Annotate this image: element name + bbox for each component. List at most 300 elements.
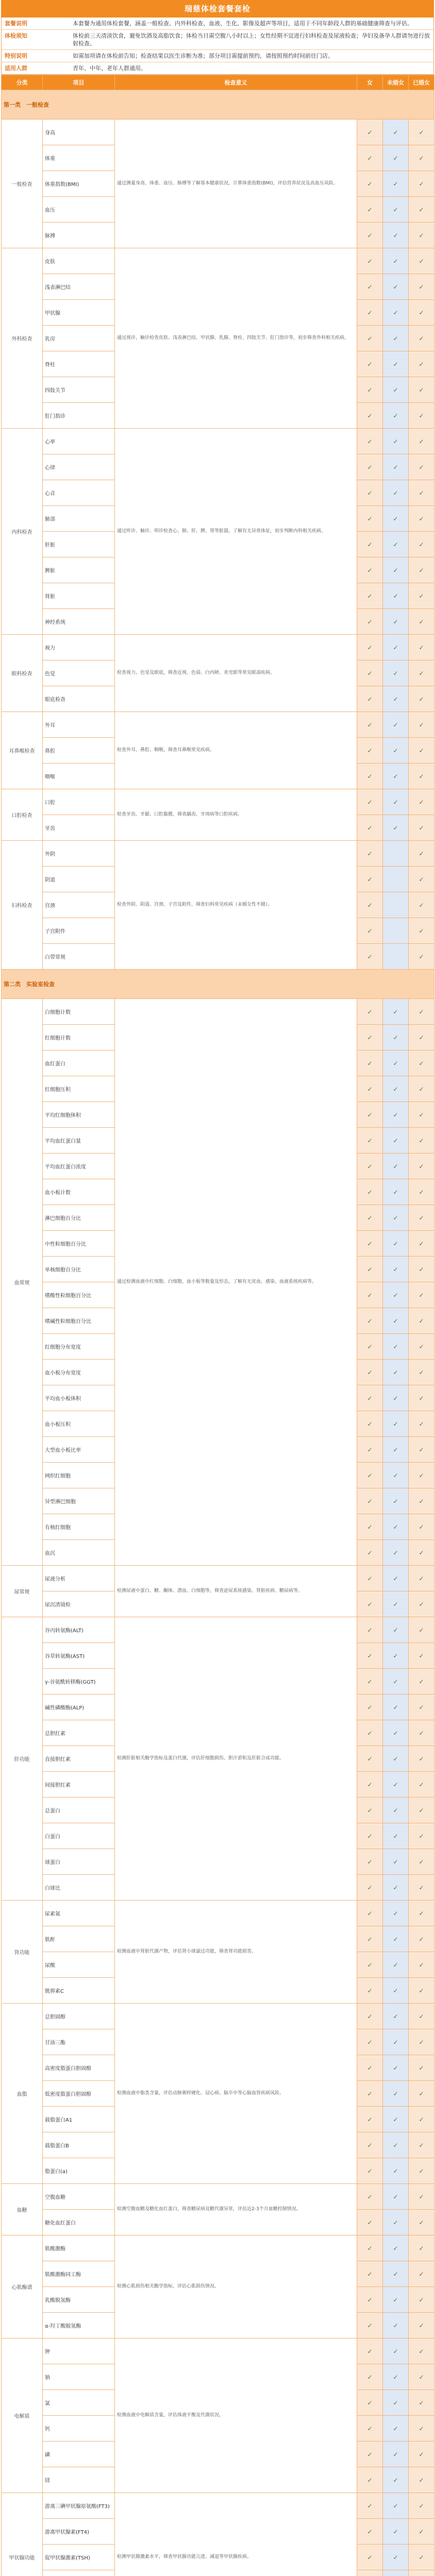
item-cell: γ-谷氨酰转移酶(GGT) [43,1669,115,1694]
check-icon: ✓ [367,875,373,883]
description-cell: 检测心肌损伤相关酶学指标，评估心肌损伤情况。 [115,2235,357,2338]
check-icon: ✓ [367,412,373,419]
check-icon: ✓ [393,2321,398,2329]
include-cell [357,583,383,609]
check-icon: ✓ [419,283,424,291]
check-icon: ✓ [367,1085,373,1093]
item-cell: 尿酸 [43,1952,115,1978]
include-cell [357,1540,383,1566]
include-cell [383,2570,409,2576]
check-icon: ✓ [393,2476,398,2484]
include-cell [383,2081,409,2107]
include-cell [357,1179,383,1205]
item-cell: 载脂蛋白B [43,2132,115,2158]
include-cell [383,454,409,480]
item-cell: 大型血小板比率 [43,1437,115,1463]
include-cell [357,1952,383,1978]
include-cell [357,712,383,738]
include-cell [357,326,383,351]
table-row [2,789,434,815]
check-icon: ✓ [419,2296,424,2303]
check-icon: ✓ [419,1008,424,1015]
include-cell [409,2545,434,2570]
description-cell: 检测甲状腺激素水平，筛查甲状腺功能亢进、减退等甲状腺疾病。 [115,2493,357,2576]
item-cell: 谷丙转氨酶(ALT) [43,1617,115,1643]
check-icon: ✓ [367,1832,373,1840]
check-icon: ✓ [367,1523,373,1531]
item-cell: 宫颈 [43,892,115,918]
category-cell: 耳鼻喉检查 [2,712,43,789]
description-cell: 检测血液中电解质含量，评估体液平衡及代谢状况。 [115,2338,357,2493]
include-cell [409,2055,434,2081]
include-cell [383,2235,409,2261]
check-icon: ✓ [419,1729,424,1737]
check-icon: ✓ [419,850,424,857]
check-icon: ✓ [393,2115,398,2123]
check-icon: ✓ [393,1574,398,1582]
check-icon: ✓ [367,360,373,368]
check-icon: ✓ [419,1574,424,1582]
info-row [2,30,433,50]
category-cell: 血常规 [2,999,43,1566]
item-cell: 鼻腔 [43,738,115,764]
include-cell [383,2442,409,2467]
item-cell: 钾 [43,2338,115,2364]
check-icon: ✓ [367,2321,373,2329]
include-cell [357,2467,383,2493]
info-text: 青年、中年、老年人群通用。 [73,65,146,72]
include-cell [383,2545,409,2570]
include-cell [383,686,409,712]
category-cell: 电解质 [2,2338,43,2493]
item-cell: 谷草转氨酶(AST) [43,1643,115,1669]
item-cell: 体重 [43,145,115,171]
include-cell [357,2545,383,2570]
include-cell [383,1591,409,1617]
include-cell [409,1488,434,1514]
include-cell [409,2235,434,2261]
check-icon: ✓ [419,1909,424,1917]
include-cell [383,918,409,944]
check-icon: ✓ [393,669,398,677]
check-icon: ✓ [419,2321,424,2329]
check-icon: ✓ [419,386,424,394]
check-icon: ✓ [393,1137,398,1144]
include-cell [383,1952,409,1978]
info-text: 体检前三天清淡饮食，避免饮酒及高脂饮食；体检当日需空腹八小时以上；女性经期不宜进行妇科检查及尿液检查；孕妇及备孕人群请勿进行放射检查。 [73,32,430,47]
check-icon: ✓ [367,953,373,960]
check-icon: ✓ [393,1420,398,1428]
include-cell [357,2364,383,2390]
include-cell [409,377,434,403]
include-cell [357,1849,383,1875]
check-icon: ✓ [367,772,373,780]
include-cell [357,944,383,970]
check-icon: ✓ [419,1600,424,1608]
check-icon: ✓ [419,128,424,136]
category-cell: 尿常规 [2,1566,43,1617]
check-icon: ✓ [419,1781,424,1788]
check-icon: ✓ [367,901,373,909]
include-cell [357,609,383,635]
include-cell [383,2519,409,2545]
check-icon: ✓ [419,1446,424,1453]
include-cell [383,2313,409,2338]
description-cell: 检测尿液中蛋白、糖、酮体、潜血、白细胞等，筛查泌尿系统感染、肾脏疾病、糖尿病等。 [115,1566,357,1617]
check-icon: ✓ [393,1626,398,1634]
table-row [2,712,434,738]
check-icon: ✓ [367,1987,373,1994]
check-icon: ✓ [393,1858,398,1866]
include-cell [357,1823,383,1849]
check-icon: ✓ [393,1935,398,1943]
item-cell: 肾脏 [43,583,115,609]
check-icon: ✓ [367,2064,373,2072]
include-cell [409,557,434,583]
check-icon: ✓ [393,2296,398,2303]
check-icon: ✓ [367,1291,373,1299]
include-cell [383,1798,409,1823]
include-cell [357,274,383,300]
description-cell: 检测血液中肾脏代谢产物，评估肾小球滤过功能，筛查肾功能损害。 [115,1901,357,2004]
check-icon: ✓ [419,566,424,574]
check-icon: ✓ [419,309,424,316]
category-cell: 眼科检查 [2,635,43,712]
include-cell [409,867,434,892]
include-cell [383,120,409,145]
check-icon: ✓ [393,283,398,291]
include-cell [383,351,409,377]
check-icon: ✓ [419,1059,424,1067]
item-cell: 红细胞分布宽度 [43,1334,115,1360]
check-icon: ✓ [393,2167,398,2175]
include-cell [409,1025,434,1050]
description-cell: 检查外耳、鼻腔、咽喉，筛查耳鼻喉常见疾病。 [115,712,357,789]
item-cell: 异型淋巴细胞 [43,1488,115,1514]
item-cell: 神经系统 [43,609,115,635]
include-cell [383,1540,409,1566]
check-icon: ✓ [393,2141,398,2149]
item-cell: 心音 [43,480,115,506]
check-icon: ✓ [419,695,424,703]
check-icon: ✓ [393,747,398,754]
include-cell [409,1514,434,1540]
check-icon: ✓ [419,1471,424,1479]
check-icon: ✓ [367,1214,373,1222]
item-cell: 低密度脂蛋白胆固醇 [43,2081,115,2107]
include-cell [357,2493,383,2519]
check-icon: ✓ [419,643,424,651]
check-icon: ✓ [367,489,373,497]
info-row [2,18,433,30]
check-icon: ✓ [393,592,398,600]
include-cell [409,2364,434,2390]
header-married-female: 已婚女 [409,75,434,90]
page-title: 瑞慈体检套餐套检 [1,0,434,18]
item-cell: 直接胆红素 [43,1746,115,1772]
category-cell: 血糖 [2,2184,43,2235]
check-icon: ✓ [419,2141,424,2149]
item-cell: 磷 [43,2442,115,2467]
include-cell [357,2416,383,2442]
include-cell [409,403,434,429]
include-cell [357,1437,383,1463]
check-icon: ✓ [419,1291,424,1299]
item-cell: 有核红细胞 [43,1514,115,1540]
include-cell [357,2081,383,2107]
include-cell [383,2416,409,2442]
include-cell [383,557,409,583]
check-icon: ✓ [367,2090,373,2097]
check-icon: ✓ [367,2115,373,2123]
check-icon: ✓ [393,1523,398,1531]
check-icon: ✓ [419,1033,424,1041]
check-icon: ✓ [393,1111,398,1118]
check-icon: ✓ [393,515,398,522]
include-cell [383,274,409,300]
include-cell [383,660,409,686]
include-cell [409,1823,434,1849]
table-row [2,841,434,867]
check-icon: ✓ [393,1059,398,1067]
include-cell [357,1360,383,1385]
include-cell [357,789,383,815]
check-icon: ✓ [393,1884,398,1891]
check-icon: ✓ [393,1394,398,1402]
include-cell [357,660,383,686]
check-icon: ✓ [367,180,373,188]
include-cell [409,1154,434,1179]
include-cell [357,1566,383,1591]
item-cell: 乳酸脱氢酶 [43,2287,115,2313]
include-cell [357,1128,383,1154]
item-cell: 尿液分析 [43,1566,115,1591]
include-cell [383,429,409,454]
check-icon: ✓ [393,412,398,419]
check-icon: ✓ [419,540,424,548]
include-cell [357,1411,383,1437]
include-cell [357,120,383,145]
include-cell [357,1875,383,1901]
check-icon: ✓ [367,2038,373,2046]
include-cell [409,1875,434,1901]
item-cell: 脊柱 [43,351,115,377]
include-cell [383,1334,409,1360]
check-icon: ✓ [367,1677,373,1685]
include-cell [383,815,409,841]
item-cell: 平均血红蛋白量 [43,1128,115,1154]
check-icon: ✓ [419,953,424,960]
check-icon: ✓ [367,2193,373,2200]
include-cell [357,532,383,557]
include-cell [357,2029,383,2055]
include-cell [409,1385,434,1411]
include-cell [409,2029,434,2055]
item-cell: 红细胞计数 [43,1025,115,1050]
check-icon: ✓ [367,643,373,651]
description-cell: 检测血液中脂类含量，评估动脉粥样硬化、冠心病、脑卒中等心脑血管疾病风险。 [115,2004,357,2184]
item-cell: 肌酸激酶 [43,2235,115,2261]
check-icon: ✓ [367,2476,373,2484]
check-icon: ✓ [393,618,398,625]
check-icon: ✓ [419,1626,424,1634]
include-cell [383,248,409,274]
check-icon: ✓ [419,2373,424,2381]
check-icon: ✓ [419,412,424,419]
check-icon: ✓ [393,643,398,651]
check-icon: ✓ [367,1162,373,1170]
check-icon: ✓ [419,2399,424,2406]
include-cell [409,1901,434,1926]
check-icon: ✓ [393,231,398,239]
check-icon: ✓ [367,2296,373,2303]
item-cell: 单核细胞百分比 [43,1257,115,1282]
include-cell [409,454,434,480]
include-cell [383,1875,409,1901]
item-cell: 镁 [43,2467,115,2493]
check-icon: ✓ [367,1755,373,1762]
description-cell: 检测肝脏相关酶学指标及蛋白代谢，评估肝细胞损伤、胆汁淤积及肝脏合成功能。 [115,1617,357,1901]
check-icon: ✓ [419,231,424,239]
item-cell: 空腹血糖 [43,2184,115,2210]
check-icon: ✓ [419,1652,424,1659]
include-cell [357,223,383,248]
description-cell: 通过视诊、触诊检查皮肤、浅表淋巴结、甲状腺、乳腺、脊柱、四肢关节、肛门指诊等，初步筛查外科相关疾病。 [115,248,357,429]
check-icon: ✓ [419,360,424,368]
item-cell: 中性粒细胞百分比 [43,1231,115,1257]
check-icon: ✓ [367,1008,373,1015]
table-row [2,635,434,660]
item-cell: 网织红细胞 [43,1463,115,1488]
include-cell [383,764,409,789]
include-cell [383,1772,409,1798]
include-cell [383,2493,409,2519]
check-icon: ✓ [367,2425,373,2432]
include-cell [357,2287,383,2313]
check-icon: ✓ [393,1961,398,1969]
check-icon: ✓ [393,1265,398,1273]
include-cell [409,686,434,712]
section-title: 第一类 一般检查 [2,90,434,120]
check-icon: ✓ [367,386,373,394]
check-icon: ✓ [367,1935,373,1943]
item-cell: 咽喉 [43,764,115,789]
check-icon: ✓ [393,1832,398,1840]
include-cell [357,2519,383,2545]
include-cell [383,1257,409,1282]
category-cell: 妇科检查 [2,841,43,970]
check-icon: ✓ [367,1317,373,1325]
include-cell [383,635,409,660]
table-row [2,120,434,145]
item-cell: 脂蛋白(a) [43,2158,115,2184]
header-category: 分类 [2,75,43,90]
include-cell [409,815,434,841]
include-cell [383,999,409,1025]
include-cell [383,2055,409,2081]
include-cell [357,2158,383,2184]
include-cell [357,1798,383,1823]
check-icon: ✓ [393,1162,398,1170]
include-cell [409,738,434,764]
check-icon: ✓ [393,2012,398,2020]
table-row [2,429,434,454]
include-cell [409,635,434,660]
item-cell: 球蛋白 [43,1849,115,1875]
item-cell: 氯 [43,2390,115,2416]
include-cell [357,1076,383,1102]
check-icon: ✓ [419,901,424,909]
include-cell [409,2313,434,2338]
check-icon: ✓ [367,1420,373,1428]
check-icon: ✓ [393,1343,398,1350]
item-cell: 淋巴细胞百分比 [43,1205,115,1231]
check-icon: ✓ [393,1446,398,1453]
include-cell [383,1926,409,1952]
check-icon: ✓ [419,2090,424,2097]
include-cell [383,1669,409,1694]
check-icon: ✓ [393,180,398,188]
description-cell: 通过听诊、触诊、叩诊检查心、肺、肝、脾、肾等脏器，了解有无异常体征，初步判断内科相关疾病。 [115,429,357,635]
check-icon: ✓ [393,1755,398,1762]
item-cell: 体重指数(BMI) [43,171,115,197]
check-icon: ✓ [393,1188,398,1196]
info-text: 如需加项请在体检前告知；检查结果以医生诊断为准；部分项目需提前预约，请按照预约时间前往门店。 [73,53,333,59]
include-cell [357,2055,383,2081]
check-icon: ✓ [419,1240,424,1247]
include-cell [357,171,383,197]
check-icon: ✓ [367,2399,373,2406]
include-cell [357,300,383,326]
include-cell [357,738,383,764]
include-cell [409,2004,434,2029]
check-icon: ✓ [393,1987,398,1994]
check-icon: ✓ [419,669,424,677]
include-cell [383,506,409,532]
check-icon: ✓ [393,1291,398,1299]
item-cell: 肌酸激酶同工酶 [43,2261,115,2287]
item-cell: 色觉 [43,660,115,686]
include-cell [409,1179,434,1205]
include-cell [383,944,409,970]
check-icon: ✓ [367,1626,373,1634]
category-cell: 甲状腺功能 [2,2493,43,2576]
include-cell [357,2107,383,2132]
include-cell [383,738,409,764]
check-icon: ✓ [393,2038,398,2046]
include-cell [409,248,434,274]
include-cell [409,1257,434,1282]
include-cell [409,1102,434,1128]
include-cell [383,583,409,609]
check-icon: ✓ [367,1806,373,1814]
include-cell [383,532,409,557]
include-cell [383,197,409,223]
check-icon: ✓ [393,437,398,445]
include-cell [357,1926,383,1952]
include-cell [409,120,434,145]
check-icon: ✓ [367,1549,373,1556]
item-cell: 尿沉渣镜检 [43,1591,115,1617]
item-cell: 心率 [43,429,115,454]
check-icon: ✓ [419,592,424,600]
include-cell [383,1154,409,1179]
include-cell [409,351,434,377]
check-icon: ✓ [367,1446,373,1453]
check-icon: ✓ [367,2218,373,2226]
include-cell [357,841,383,867]
item-cell: 载脂蛋白A1 [43,2107,115,2132]
